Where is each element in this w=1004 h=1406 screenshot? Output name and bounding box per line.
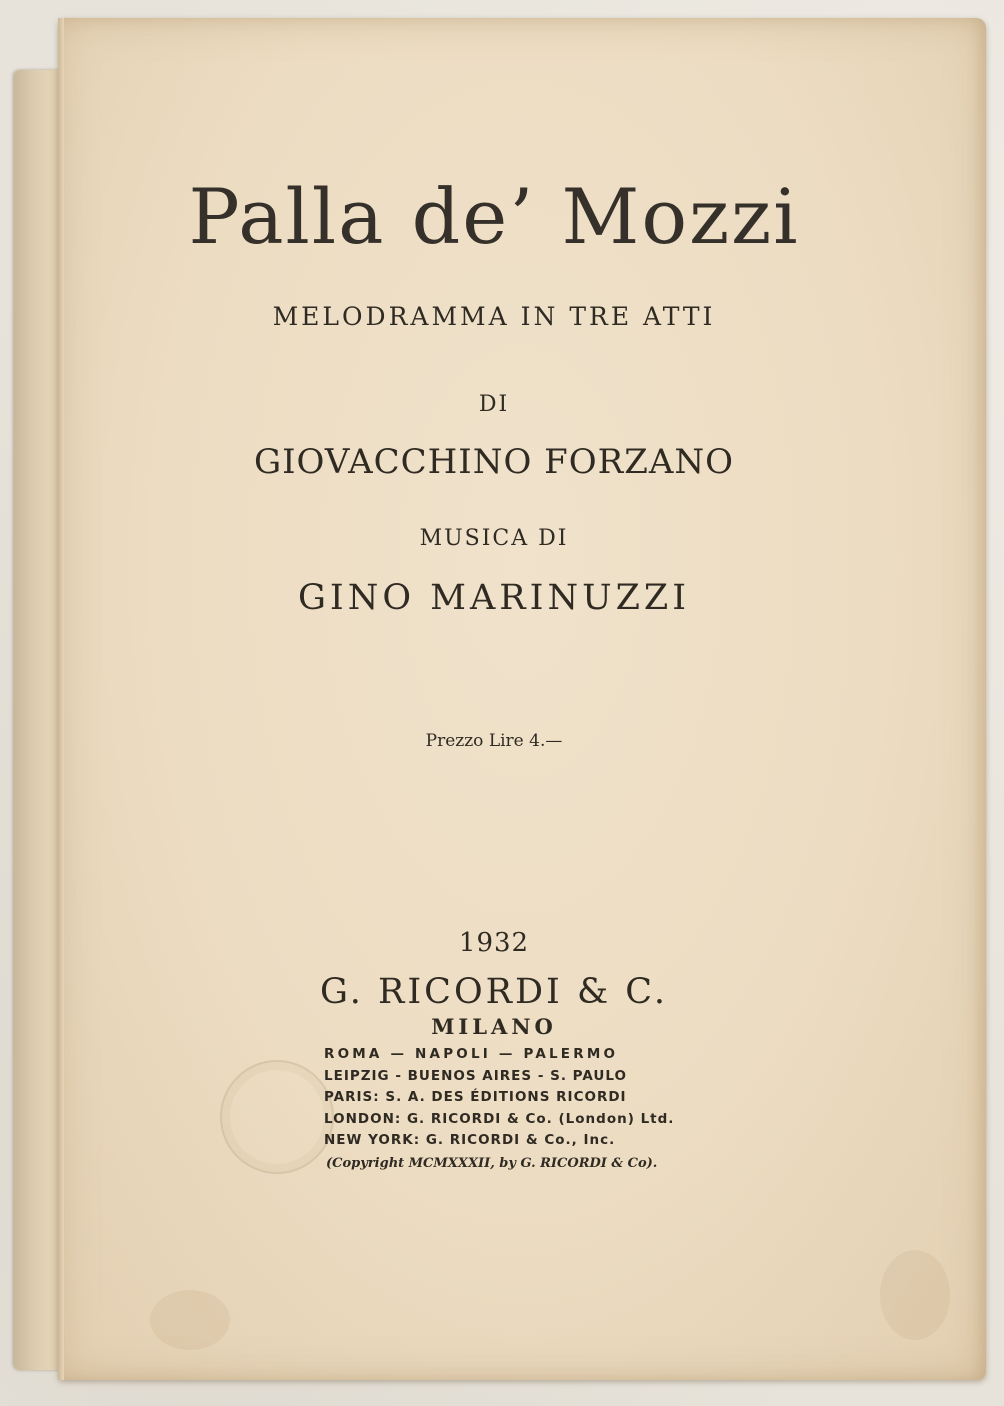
copyright-notice: (Copyright MCMXXXII, by G. RICORDI & Co). <box>326 1156 658 1171</box>
publisher-city: MILANO <box>431 1014 557 1039</box>
branch-line: PARIS: S. A. DES ÉDITIONS RICORDI <box>324 1089 627 1105</box>
cover-subtitle: MELODRAMMA IN TRE ATTI <box>272 302 716 331</box>
paper-stain <box>880 1250 950 1340</box>
branch-line: NEW YORK: G. RICORDI & Co., Inc. <box>324 1132 616 1148</box>
branch-list <box>324 1044 674 1152</box>
embossed-stamp <box>220 1060 334 1174</box>
branch-line: ROMA — NAPOLI — PALERMO <box>324 1046 619 1062</box>
branch-line: LONDON: G. RICORDI & Co. (London) Ltd. <box>324 1110 675 1127</box>
publication-year: 1932 <box>458 928 530 958</box>
author-name: GIOVACCHINO FORZANO <box>253 442 735 482</box>
publisher-name: G. RICORDI & C. <box>320 972 668 1012</box>
by-label: DI <box>478 392 510 417</box>
music-by-label: MUSICA DI <box>419 526 569 551</box>
cover-title: Palla de’ Mozzi <box>188 172 800 261</box>
composer-name: GINO MARINUZZI <box>297 578 691 618</box>
price-label: Prezzo Lire 4.— <box>425 731 563 751</box>
paper-stain <box>150 1290 230 1350</box>
branch-line: LEIPZIG - BUENOS AIRES - S. PAULO <box>324 1067 627 1084</box>
